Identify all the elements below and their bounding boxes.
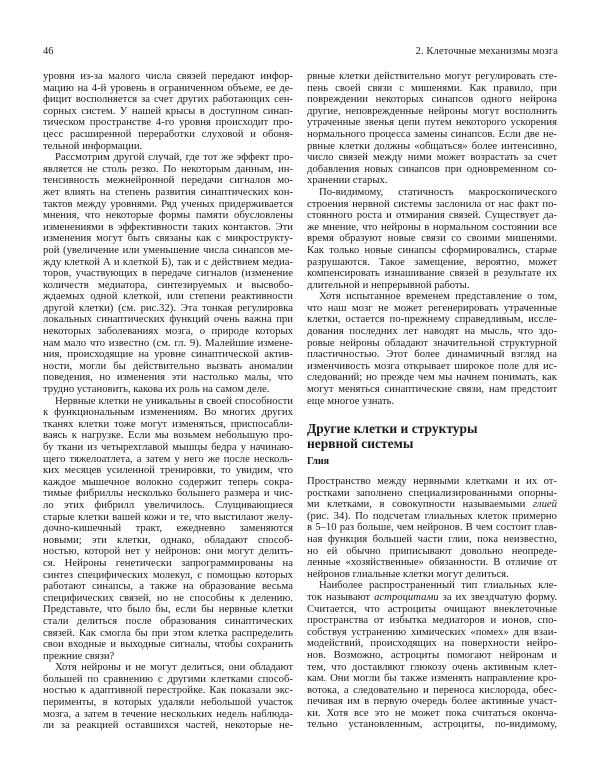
text-line: изменчивость мозга открывает широкое поле для ис- bbox=[307, 359, 557, 372]
section-heading-line-1: Другие клетки и структуры bbox=[307, 421, 478, 436]
text-line: перименты, в которых удаляли небольшой участок bbox=[43, 696, 293, 709]
text-line: локальных синаптических функций очень важна при bbox=[43, 313, 293, 326]
text-line: некоторых заболеваниях мозга, о природе которых bbox=[43, 325, 293, 338]
text-line: нов. Возможно, астроциты помогают нейронам и bbox=[307, 648, 557, 661]
text-line: еще многое узнать. bbox=[307, 394, 395, 407]
text-line: мозга, а затем в течение нескольких недель наблюда- bbox=[43, 707, 293, 720]
text-line: прежние связи? bbox=[43, 649, 115, 662]
text-line: вотока, а следовательно и переноса кислорода, обес- bbox=[307, 683, 557, 696]
text-line: рвные клетки должны «общаться» более интенсивно, bbox=[307, 139, 557, 152]
text-line: рвные клетки действительно могут регулировать сте- bbox=[307, 70, 557, 82]
text-line: утраченные звенья цепи путем некоторого ускорения bbox=[307, 116, 557, 129]
text-line: пространства от избытка медиаторов и ионов, спо- bbox=[307, 614, 557, 627]
text-line: Хотя испытанное временем представление о том, bbox=[319, 290, 557, 303]
text-line: работают синапсы, а также на образование весьма bbox=[43, 580, 293, 593]
text-line: могут меняться синаптические связи, нам предстоит bbox=[307, 383, 557, 396]
text-line: дочно-кишечный тракт, ежедневно заменяются bbox=[43, 522, 293, 535]
text-line: мацию на 4-й уровень в ограниченном объеме, ее де- bbox=[43, 81, 293, 94]
text-line: тактов между уровнями. Ряд ученых придерживается bbox=[43, 197, 293, 210]
text-line: изменения могут быть связаны как с микрострукту- bbox=[43, 232, 293, 245]
text-line: но ей обычно приписывают довольно неопреде- bbox=[307, 544, 557, 557]
page-number: 46 bbox=[43, 46, 54, 57]
paragraph bbox=[43, 396, 293, 663]
text-line: поведения, но изменения эти настолько малы, что bbox=[43, 371, 293, 384]
glia-text-column bbox=[307, 476, 557, 731]
text-line: ния, происходящие на уровне синаптической актив- bbox=[43, 348, 293, 361]
text-segment: ми клетками, в совокупности называемыми bbox=[307, 498, 533, 511]
text-line: клетки, остается по-прежнему справедливым, иссле- bbox=[307, 313, 557, 326]
paragraph bbox=[307, 187, 557, 291]
text-line: собствуя устранению химических «помех» для взаи- bbox=[307, 625, 557, 638]
text-line: ки. Хотя все это не может пока считаться оконча- bbox=[307, 706, 557, 719]
paragraph bbox=[307, 476, 557, 580]
text-line: компенсировать изнашивание связей в результате их bbox=[307, 267, 557, 280]
text-line bbox=[307, 592, 557, 604]
text-line: нам мало что известно (см. гл. 9). Малейшие измене- bbox=[43, 336, 293, 349]
text-line: тимые фибриллы несколько большего размера и чис- bbox=[43, 487, 293, 500]
text-line: ли за реакцией оставшихся частей, некоторые не- bbox=[43, 719, 293, 732]
paragraph bbox=[43, 71, 293, 152]
paragraph bbox=[307, 71, 557, 187]
paragraph bbox=[307, 291, 557, 407]
text-line: цесс расширенной переработки слуховой и обоня- bbox=[43, 127, 293, 140]
text-line: стоянного роста и отмирания связей. Существует да- bbox=[307, 209, 557, 222]
text-line: жду клеткой А и клеткой Б), так и с действием медиа- bbox=[43, 255, 293, 268]
running-header: 2. Клеточные механизмы мозга bbox=[415, 46, 558, 57]
text-line: тельно установленным, астроциты, по-видимому, bbox=[307, 718, 557, 731]
text-line: уровня из-за малого числа связей передают инфор- bbox=[43, 70, 293, 82]
left-column bbox=[43, 71, 293, 732]
text-line: ностью к адаптивной перестройке. Как показали экс- bbox=[43, 684, 293, 697]
paragraph bbox=[43, 152, 293, 395]
text-line: Считается, что астроциты очищают внеклеточные bbox=[307, 602, 557, 615]
text-line: тенсивность межнейронной передачи сигналов мо- bbox=[43, 174, 293, 187]
text-line: новыми; эти клетки, однако, обладают способ- bbox=[43, 533, 293, 546]
section-heading-line-2: нервной системы bbox=[307, 436, 414, 451]
text-line: трудно установить, какова их роль на самом деле. bbox=[43, 383, 270, 396]
text-line: мнения, что некоторые формы памяти обусловлены bbox=[43, 209, 293, 222]
text-line: каждое мышечное волокно содержит теперь сокра- bbox=[43, 475, 293, 488]
text-line: ровые нейроны обладают значительной структурной bbox=[307, 336, 557, 349]
text-line: печивая им в первую очередь более активные участ- bbox=[307, 695, 557, 708]
text-line: синтез специфических молекул, с помощью которых bbox=[43, 568, 293, 581]
text-line: повреждении некоторых синапсов одного нейрона bbox=[307, 93, 557, 106]
text-line: Пространство между нервными клетками и их от- bbox=[307, 475, 557, 487]
text-line: Представьте, что было бы, если бы нервные клетки bbox=[43, 603, 293, 616]
text-line: Рассмотрим другой случай, где тот же эффект про- bbox=[55, 151, 293, 164]
text-line: пень своей связи с мишенями. Как правило, при bbox=[307, 81, 557, 94]
text-line: ждаемых одной клеткой, или степени реактивности bbox=[43, 290, 293, 303]
text-line: бу ткани из четырехглавой мышцы бедра у начинаю- bbox=[43, 441, 293, 453]
text-line: разрушаются. Такое замещение, вероятно, может bbox=[307, 255, 557, 268]
text-line: рой (увеличение или уменьшение числа синапсов ме- bbox=[43, 243, 293, 256]
text-line: свои входные и выходные сигналы, чтобы сохранить bbox=[43, 638, 293, 651]
text-line: кам. Они могли бы также изменять направление кро- bbox=[307, 672, 557, 685]
paragraph bbox=[43, 662, 293, 732]
text-line: торов, участвующих в передаче сигналов (изменение bbox=[43, 267, 293, 280]
text-line: (рис. 34). По подсчетам глиальных клеток примерно bbox=[307, 509, 557, 522]
text-line: ся. Нейроны генетически запрограммированы на bbox=[43, 556, 293, 569]
text-line: тельной информации. bbox=[43, 139, 143, 152]
text-line: стали делиться после образования синаптических bbox=[43, 614, 293, 627]
text-line: фицит восполняется за счет других работающих сен- bbox=[43, 93, 293, 106]
right-column bbox=[307, 71, 557, 407]
text-line: специфических связей, но не способны к делению. bbox=[43, 591, 293, 604]
text-line: ло этих фибрилл увеличилось. Слущивающиеся bbox=[43, 498, 293, 511]
text-line: пластичностью. Этот более динамичный взгляд на bbox=[307, 348, 557, 361]
text-line: хранении старых. bbox=[307, 174, 388, 187]
text-line: следований; но прежде чем мы начнем понимать, как bbox=[307, 371, 557, 384]
text-segment: за их звездчатую форму. bbox=[438, 590, 557, 603]
text-line: к функциональным изменениям. Во многих других bbox=[43, 406, 293, 419]
italic-term: астроцитами bbox=[374, 590, 439, 603]
italic-term: глией bbox=[532, 498, 557, 511]
text-line: модействий, происходящих на поверхности нейро- bbox=[307, 637, 557, 650]
text-line: другие, неповрежденные нейроны могут восполнить bbox=[307, 104, 557, 117]
text-line: Как только новые синапсы сформировались, старые bbox=[307, 243, 557, 256]
text-line: ности, могли бы действительно вызвать аномалии bbox=[43, 359, 293, 372]
text-segment: ток называют bbox=[307, 590, 375, 603]
text-line: длительной и непрерывной работы. bbox=[307, 278, 470, 291]
text-line: является не столь резко. По некоторым данным, ин- bbox=[43, 162, 293, 175]
text-line: нормального процесса замены синапсов. Если две не- bbox=[307, 127, 557, 140]
text-line: количеств медиатора, синтезируемых и высвобо- bbox=[43, 278, 293, 291]
section-heading bbox=[307, 421, 557, 451]
text-line: большей по сравнению с другими клетками способ- bbox=[43, 672, 293, 685]
text-line: Нервные клетки не уникальны в своей способности bbox=[55, 394, 293, 407]
text-line: ленные «хозяйственные» обязанности. В отличие от bbox=[307, 556, 557, 569]
text-line: ростками заполнено специализированными опорны- bbox=[307, 486, 557, 499]
text-line: тическом пространстве 4-го уровня происходит про- bbox=[43, 116, 293, 129]
text-line: добавления новых синапсов при одновременном со- bbox=[307, 162, 557, 175]
text-line: тканях клетки тоже могут изменяться, приспосабли- bbox=[43, 417, 293, 430]
text-line: нейронов глиальные клетки могут делиться. bbox=[307, 567, 509, 580]
text-line: строения нервной системы заслонила от нас факт по- bbox=[307, 197, 557, 210]
text-line: же мнение, что нейроны в нормальном состоянии все bbox=[307, 220, 557, 233]
text-line: ваясь к нагрузке. Если мы возьмем небольшую про- bbox=[43, 429, 293, 442]
text-line: связей. Как смогла бы при этом клетка распределить bbox=[43, 626, 293, 639]
text-line: ная функция большей части глии, пока неизвестно, bbox=[307, 532, 557, 545]
text-line: тем, что доставляют глюкозу очень активным клет- bbox=[307, 660, 557, 673]
text-line: что наш мозг не может регенерировать утраченные bbox=[307, 301, 557, 314]
text-line: другой клетки) (см. рис.32). Эта тонкая регулировка bbox=[43, 301, 293, 314]
text-line: изменениями в эффективности таких контактов. Эти bbox=[43, 220, 293, 233]
text-line: жет влиять на степень развития синаптических кон- bbox=[43, 185, 293, 198]
text-line: дования последних лет наводят на мысль, что здо- bbox=[307, 325, 557, 338]
text-line: ностью, которой нет у нейронов: они могут делить- bbox=[43, 545, 293, 558]
text-line: По-видимому, статичность макроскопического bbox=[319, 185, 557, 198]
text-line: ких месяцев усиленной тренировки, то́ увидим, что bbox=[43, 464, 293, 477]
text-line: в 5–10 раз больше, чем нейронов. В чем состоит глав- bbox=[307, 521, 557, 534]
text-line: время образуют новые связи со своими мишенями. bbox=[307, 232, 557, 245]
subsection-heading: Глия bbox=[307, 456, 330, 467]
text-line: сорных систем. У нашей крысы в доступном синап- bbox=[43, 104, 293, 117]
text-line: старые клетки вашей кожи и те, что выстилают желу- bbox=[43, 510, 293, 523]
paragraph bbox=[307, 580, 557, 731]
text-line: Наиболее распространенный тип глиальных кле- bbox=[319, 579, 557, 592]
text-line: щего тяжелоатлета, а затем у него же после несколь- bbox=[43, 452, 293, 465]
text-line: Хотя нейроны и не могут делиться, они обладают bbox=[55, 661, 293, 674]
text-line: число связей между ними может возрастать за счет bbox=[307, 151, 557, 164]
